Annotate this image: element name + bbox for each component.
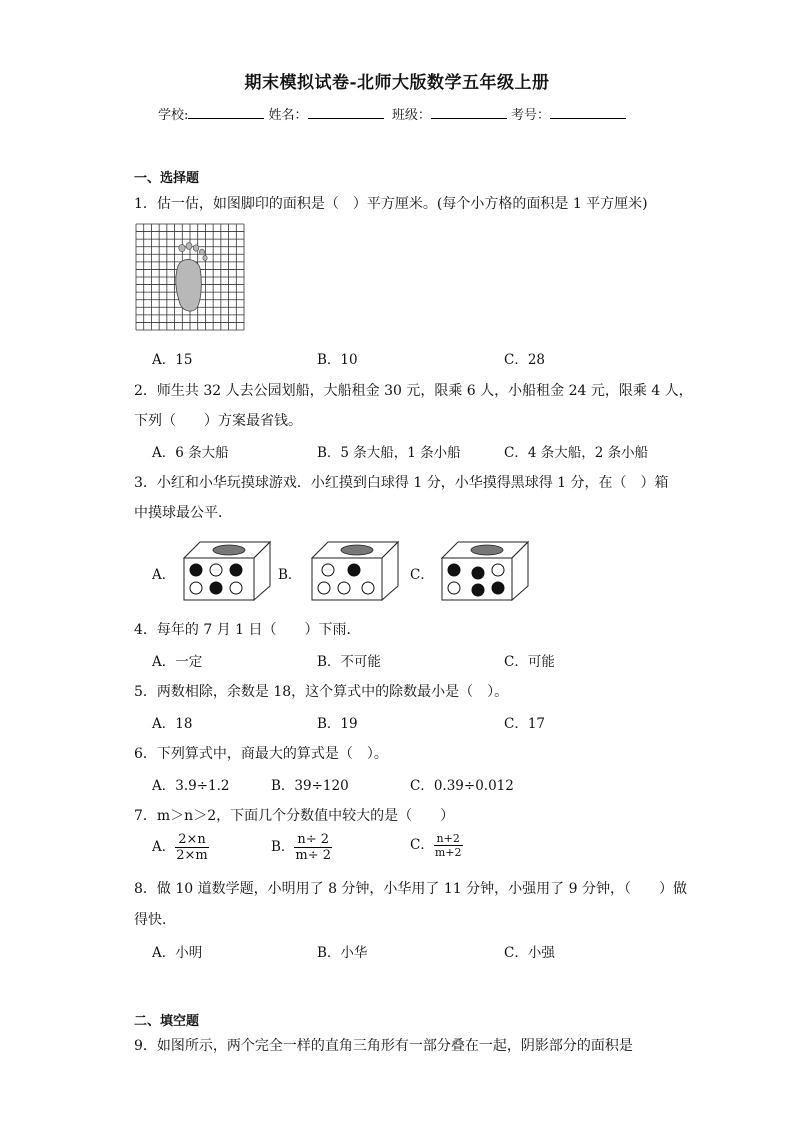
q8-option-b[interactable]: B．小华 bbox=[317, 945, 368, 961]
q7-option-c-label: C． bbox=[410, 837, 434, 853]
q1-option-b[interactable]: B．10 bbox=[317, 352, 358, 368]
q7-a-denominator: 2×m bbox=[176, 848, 208, 863]
ball-box-b-figure bbox=[310, 540, 400, 602]
class-blank[interactable] bbox=[431, 106, 507, 119]
white-ball-icon bbox=[210, 564, 222, 576]
q6-option-c[interactable]: C．0.39÷0.012 bbox=[410, 778, 514, 794]
q7-c-denominator: m+2 bbox=[434, 846, 462, 859]
student-info-line bbox=[158, 104, 626, 123]
q7-b-denominator: m÷ 2 bbox=[295, 848, 332, 863]
q4-option-a[interactable]: A．一定 bbox=[152, 654, 203, 670]
black-ball-icon bbox=[190, 564, 202, 576]
q7-option-b-label: B． bbox=[271, 839, 295, 855]
q2-option-a[interactable]: A．6 条大船 bbox=[152, 445, 229, 461]
page-title: 期末模拟试卷-北师大版数学五年级上册 bbox=[244, 73, 550, 93]
white-ball-icon bbox=[362, 582, 374, 594]
question-2-line2: 下列（ ）方案最省钱。 bbox=[134, 413, 302, 429]
q3-option-a[interactable]: A． bbox=[152, 567, 176, 583]
ball-box-c-figure bbox=[440, 540, 530, 602]
q7-a-numerator: 2×n bbox=[175, 832, 209, 848]
q7-option-a-label: A． bbox=[152, 839, 176, 855]
question-5-text: 5．两数相除，余数是 18，这个算式中的除数最小是（ ）。 bbox=[134, 684, 509, 700]
q7-option-c[interactable] bbox=[410, 832, 463, 859]
question-9-text: 9．如图所示，两个完全一样的直角三角形有一部分叠在一起，阴影部分的面积是 bbox=[134, 1038, 633, 1054]
q1-option-a[interactable]: A．15 bbox=[152, 352, 193, 368]
q5-option-a[interactable]: A．18 bbox=[152, 716, 193, 732]
exam-no-blank[interactable] bbox=[550, 106, 626, 119]
q6-option-a[interactable]: A．3.9÷1.2 bbox=[152, 778, 230, 794]
question-4-text: 4．每年的 7 月 1 日（ ）下雨． bbox=[134, 622, 361, 638]
q7-option-c-fraction bbox=[434, 832, 463, 859]
q5-option-b[interactable]: B．19 bbox=[317, 716, 358, 732]
q5-option-c[interactable]: C．17 bbox=[504, 716, 546, 732]
name-label: 姓名： bbox=[268, 108, 308, 123]
black-ball-icon bbox=[210, 582, 222, 594]
q7-option-a-fraction bbox=[175, 832, 209, 863]
white-ball-icon bbox=[318, 582, 330, 594]
question-6-text: 6．下列算式中，商最大的算式是（ ）。 bbox=[134, 746, 388, 762]
section-heading-choice: 一、选择题 bbox=[134, 171, 200, 186]
school-blank[interactable] bbox=[188, 106, 264, 119]
q3-option-c[interactable]: C． bbox=[410, 567, 434, 583]
q7-option-b-fraction bbox=[294, 832, 332, 863]
white-ball-icon bbox=[322, 564, 334, 576]
question-1-text: 1．估一估，如图脚印的面积是（ ）平方厘米。(每个小方格的面积是 1 平方厘米) bbox=[134, 196, 648, 212]
question-3-line1: 3．小红和小华玩摸球游戏．小红摸到白球得 1 分，小华摸得黑球得 1 分，在（ ）箱 bbox=[134, 475, 669, 491]
q2-option-c[interactable]: C．4 条大船，2 条小船 bbox=[504, 445, 649, 461]
question-8-line1: 8．做 10 道数学题，小明用了 8 分钟，小华用了 11 分钟，小强用了 9 分钟，（ ）做 bbox=[134, 881, 687, 897]
q3-option-b[interactable]: B． bbox=[278, 567, 302, 583]
black-ball-icon bbox=[472, 584, 484, 596]
q7-option-a[interactable] bbox=[152, 832, 209, 863]
white-ball-icon bbox=[448, 582, 460, 594]
q2-option-b[interactable]: B．5 条大船，1 条小船 bbox=[317, 445, 461, 461]
ball-box-a-figure bbox=[182, 540, 272, 602]
q7-c-numerator: n+2 bbox=[434, 832, 463, 846]
black-ball-icon bbox=[230, 564, 242, 576]
q7-b-numerator: n÷ 2 bbox=[294, 832, 332, 848]
white-ball-icon bbox=[190, 582, 202, 594]
question-8-line2: 得快． bbox=[134, 912, 176, 928]
white-ball-icon bbox=[230, 582, 242, 594]
black-ball-icon bbox=[348, 564, 360, 576]
q1-option-c[interactable]: C．28 bbox=[504, 352, 546, 368]
q8-option-a[interactable]: A．小明 bbox=[152, 945, 203, 961]
exam-no-label: 考号： bbox=[510, 108, 550, 123]
black-ball-icon bbox=[472, 567, 484, 579]
footprint-shape bbox=[176, 259, 201, 311]
class-label: 班级： bbox=[391, 108, 431, 123]
q6-option-b[interactable]: B．39÷120 bbox=[271, 778, 349, 794]
q7-option-b[interactable] bbox=[271, 832, 332, 863]
name-blank[interactable] bbox=[308, 106, 384, 119]
black-ball-icon bbox=[492, 582, 504, 594]
q4-option-c[interactable]: C．可能 bbox=[504, 654, 555, 670]
footprint-grid-figure bbox=[134, 222, 246, 332]
white-ball-icon bbox=[492, 564, 504, 576]
question-7-text: 7．m＞n＞2，下面几个分数值中较大的是（ ） bbox=[134, 808, 455, 824]
black-ball-icon bbox=[448, 564, 460, 576]
section-heading-fill-blank: 二、填空题 bbox=[134, 1014, 200, 1029]
q4-option-b[interactable]: B．不可能 bbox=[317, 654, 381, 670]
white-ball-icon bbox=[338, 582, 350, 594]
q8-option-c[interactable]: C．小强 bbox=[504, 945, 555, 961]
school-label: 学校: bbox=[158, 108, 189, 123]
question-3-line2: 中摸球最公平． bbox=[134, 505, 232, 521]
question-2-line1: 2．师生共 32 人去公园划船，大船租金 30 元，限乘 6 人，小船租金 24 元，限乘 4 人， bbox=[134, 383, 693, 399]
